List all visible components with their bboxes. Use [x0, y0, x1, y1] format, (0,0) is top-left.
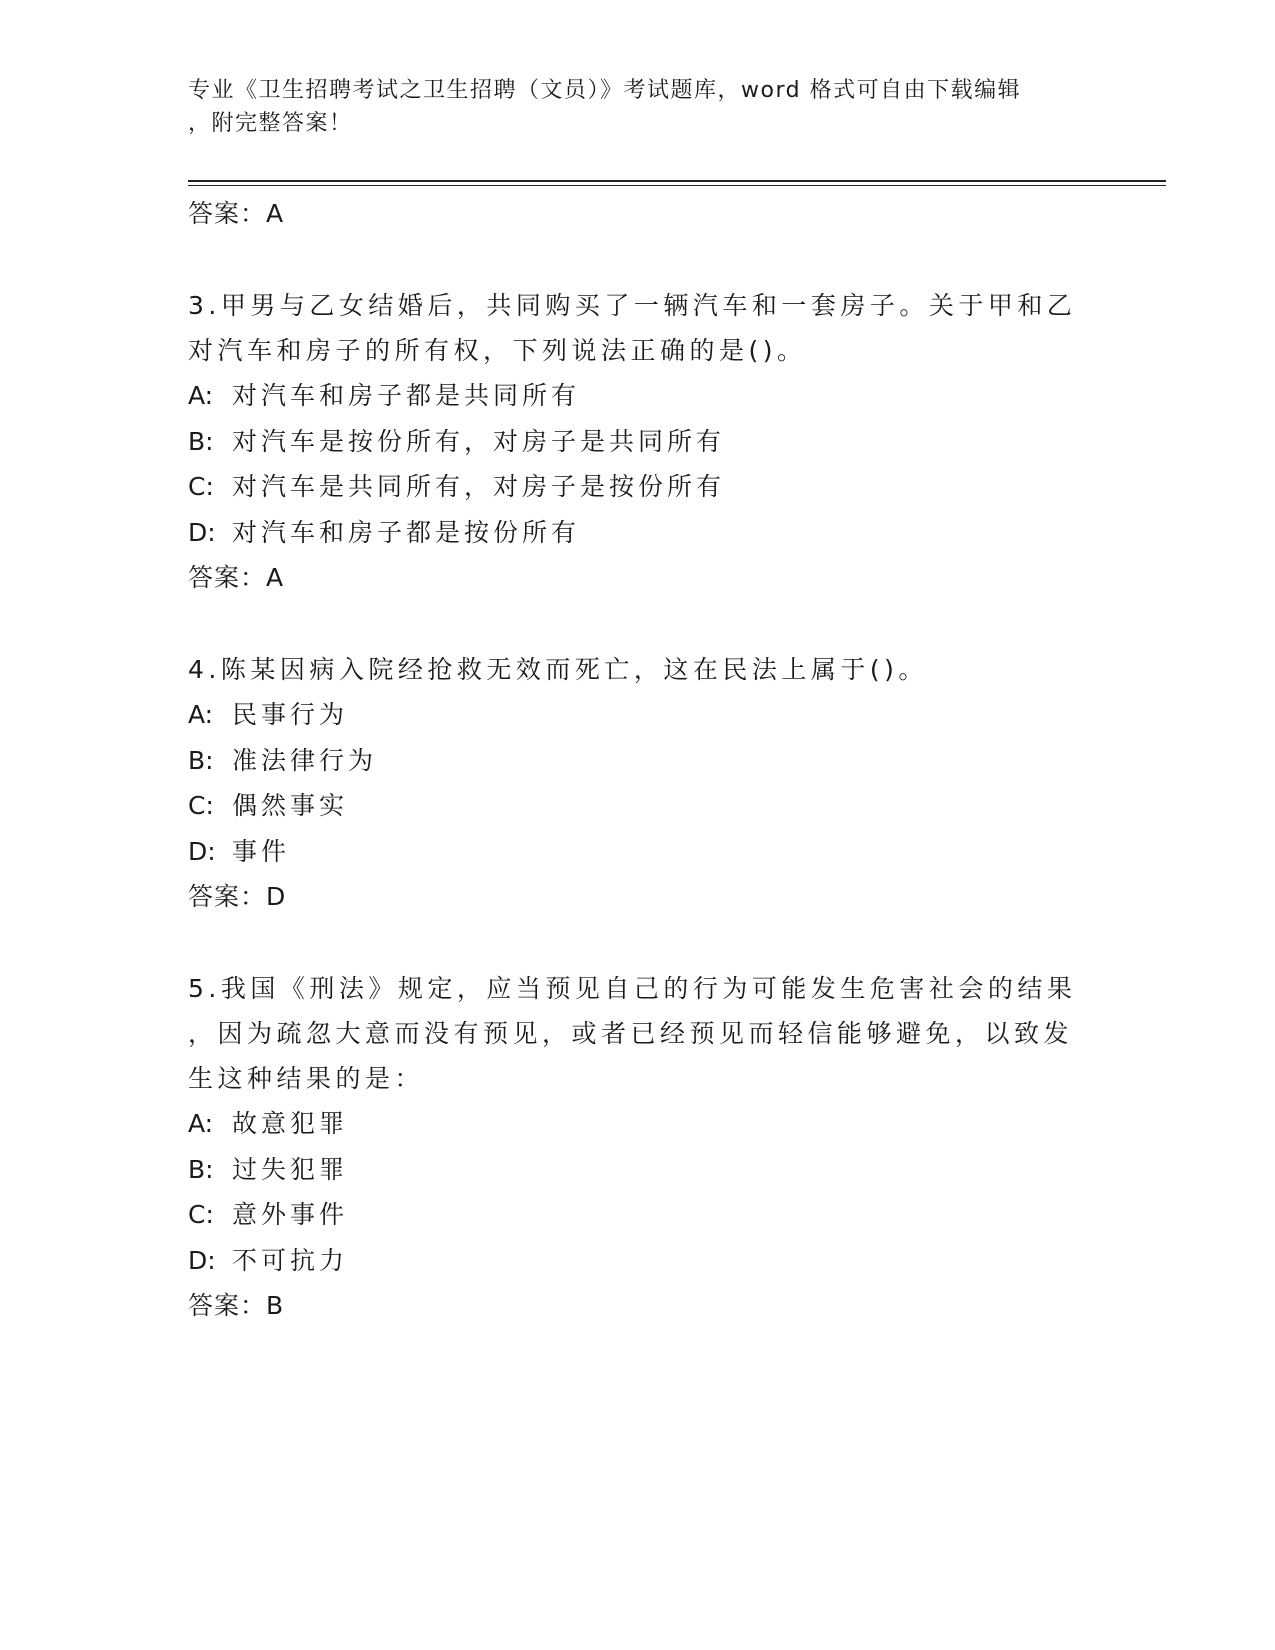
- question-3: [188, 283, 1088, 601]
- header-divider-thin: [188, 185, 1166, 186]
- option-d: [188, 510, 1088, 556]
- option-letter: C:: [188, 472, 214, 501]
- option-d: [188, 1238, 1088, 1284]
- option-letter: C:: [188, 791, 214, 820]
- option-letter: A:: [188, 381, 214, 410]
- option-text: 事件: [232, 836, 291, 866]
- option-text: 意外事件: [232, 1200, 349, 1229]
- question-5: [188, 966, 1088, 1329]
- option-letter: D:: [188, 1245, 216, 1275]
- option-letter: B:: [188, 745, 214, 775]
- option-text: 民事行为: [232, 700, 349, 729]
- option-c: [188, 783, 1088, 829]
- option-a: [188, 1101, 1088, 1147]
- option-a: [188, 373, 1088, 419]
- question-stem-line: 3.甲男与乙女结婚后，共同购买了一辆汽车和一套房子。关于甲和乙: [188, 291, 1077, 320]
- document-header: [188, 74, 1068, 140]
- answer-line: 答案：A: [188, 199, 285, 228]
- question-stem-line: 对汽车和房子的所有权，下列说法正确的是()。: [188, 336, 807, 365]
- option-text: 对汽车和房子都是按份所有: [232, 517, 581, 547]
- option-letter: D:: [188, 517, 216, 547]
- answer-line: 答案：B: [188, 1291, 285, 1320]
- option-text: 不可抗力: [232, 1245, 349, 1275]
- option-text: 对汽车是按份所有，对房子是共同所有: [232, 426, 726, 456]
- question-4: [188, 647, 1088, 920]
- option-text: 过失犯罪: [232, 1154, 349, 1184]
- option-c: [188, 1192, 1088, 1238]
- option-letter: C:: [188, 1200, 214, 1229]
- option-letter: B:: [188, 426, 214, 456]
- option-c: [188, 464, 1088, 510]
- option-letter: A:: [188, 1109, 214, 1138]
- answer-line: 答案：D: [188, 882, 287, 911]
- header-divider-thick: [188, 180, 1166, 182]
- option-text: 准法律行为: [232, 745, 378, 775]
- option-d: [188, 829, 1088, 875]
- option-text: 对汽车是共同所有，对房子是按份所有: [232, 472, 726, 501]
- option-letter: D:: [188, 836, 216, 866]
- header-line-2: ，附完整答案！: [188, 111, 353, 136]
- option-b: [188, 738, 1088, 784]
- header-line-1: 专业《卫生招聘考试之卫生招聘（文员）》考试题库，word 格式可自由下载编辑: [188, 78, 1022, 103]
- option-b: [188, 419, 1088, 465]
- question-stem-line: 4.陈某因病入院经抢救无效而死亡，这在民法上属于()。: [188, 655, 928, 684]
- option-b: [188, 1147, 1088, 1193]
- question-stem-line: ，因为疏忽大意而没有预见，或者已经预见而轻信能够避免，以致发: [188, 1019, 1074, 1048]
- question-stem-line: 生这种结果的是：: [188, 1064, 425, 1093]
- option-letter: B:: [188, 1154, 214, 1184]
- option-a: [188, 692, 1088, 738]
- option-text: 对汽车和房子都是共同所有: [232, 381, 581, 410]
- option-text: 故意犯罪: [232, 1109, 349, 1138]
- question-list: [188, 191, 1088, 1329]
- answer-line: 答案：A: [188, 563, 285, 592]
- option-text: 偶然事实: [232, 791, 349, 820]
- question-stem-line: 5.我国《刑法》规定，应当预见自己的行为可能发生危害社会的结果: [188, 974, 1077, 1003]
- option-letter: A:: [188, 700, 214, 729]
